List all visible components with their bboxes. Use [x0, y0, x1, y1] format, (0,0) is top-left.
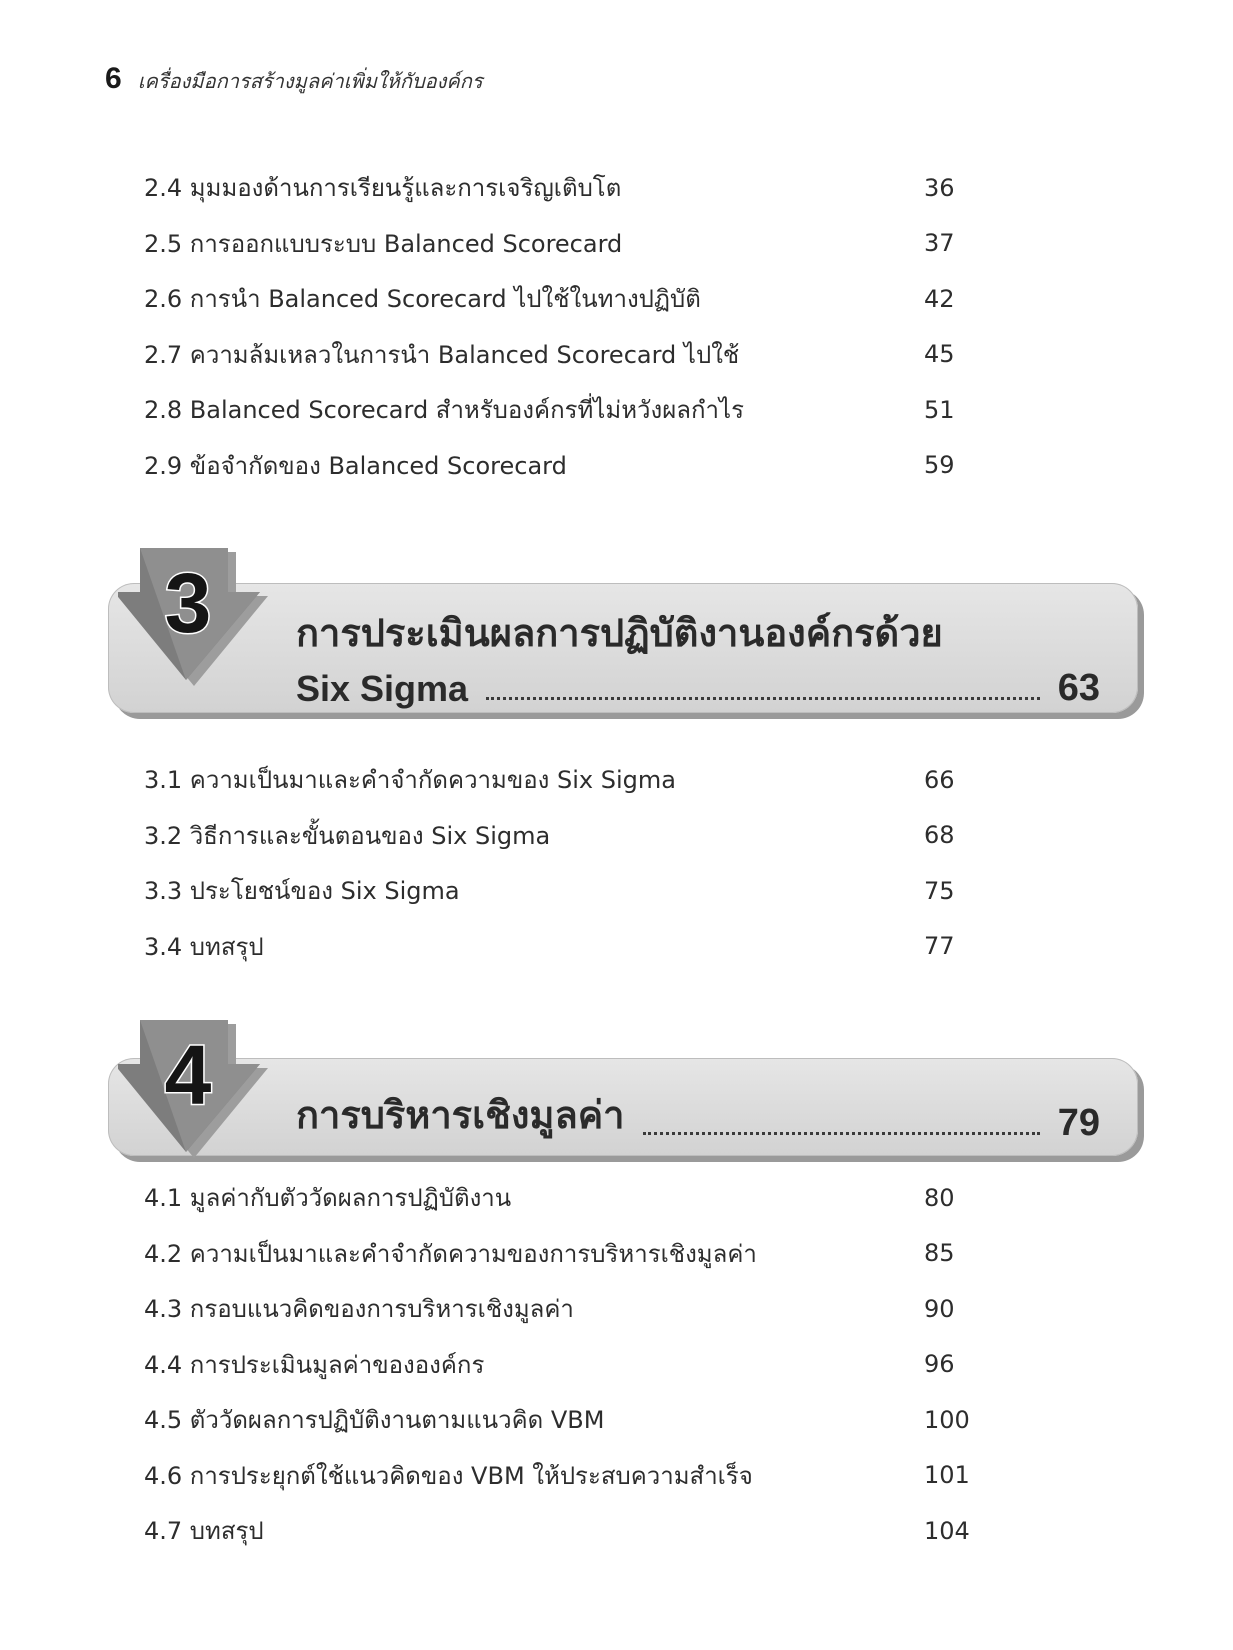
toc-entry-page: 68 [924, 821, 955, 850]
toc-entry[interactable] [144, 808, 984, 864]
toc-entry-title: 3.3 ประโยชน์ของ Six Sigma [144, 877, 460, 906]
toc-entry[interactable] [144, 1448, 984, 1504]
chapter-4-title-text: การบริหารเชิงมูลค่า [296, 1093, 625, 1137]
chapter-3-heading[interactable] [108, 548, 1138, 723]
toc-entry-page: 104 [924, 1516, 970, 1545]
toc-entry-title: 2.7 ความล้มเหลวในการนำ Balanced Scorecard ไปใช้ [144, 340, 740, 369]
page-number: 6 [105, 62, 122, 95]
toc-entry-title: 2.8 Balanced Scorecard สำหรับองค์กรที่ไม่หวังผลกำไร [144, 396, 744, 425]
toc-entry-title: 2.5 การออกแบบระบบ Balanced Scorecard [144, 229, 623, 258]
toc-chapter-4 [144, 1170, 984, 1559]
chapter-3-title-line1: การประเมินผลการปฏิบัติงานองค์กรด้วย [296, 611, 943, 655]
toc-entry-title: 4.7 บทสรุป [144, 1517, 264, 1546]
toc-entry-page: 42 [924, 284, 955, 313]
chapter-4-page: 79 [1057, 1102, 1100, 1144]
toc-entry-page: 77 [924, 932, 955, 961]
chapter-4-number: 4 [164, 1028, 212, 1122]
toc-chapter-3 [144, 752, 984, 974]
running-header [105, 62, 483, 97]
toc-entry-title: 4.1 มูลค่ากับตัววัดผลการปฏิบัติงาน [144, 1184, 512, 1213]
toc-entry[interactable] [144, 382, 984, 438]
chapter-3-page: 63 [1057, 667, 1100, 709]
toc-entry[interactable] [144, 1337, 984, 1393]
toc-entry-page: 37 [924, 229, 955, 258]
toc-entry[interactable] [144, 1392, 984, 1448]
toc-entry-title: 4.2 ความเป็นมาและคำจำกัดความของการบริหารเชิงมูลค่า [144, 1239, 757, 1268]
toc-entry[interactable] [144, 919, 984, 975]
chapter-3-arrow-badge [118, 548, 268, 688]
toc-entry-page: 101 [924, 1461, 970, 1490]
toc-entry-page: 36 [924, 173, 955, 202]
chapter-4-arrow-badge [118, 1020, 268, 1160]
toc-entry[interactable] [144, 216, 984, 272]
chapter-3-title [296, 602, 1100, 710]
toc-entry[interactable] [144, 863, 984, 919]
chapter-4-heading[interactable] [108, 1020, 1138, 1170]
toc-entry[interactable] [144, 1281, 984, 1337]
toc-entry[interactable] [144, 438, 984, 494]
toc-entry-page: 80 [924, 1183, 955, 1212]
chapter-3-title-line2: Six Sigma [296, 668, 469, 709]
toc-entry-page: 66 [924, 765, 955, 794]
toc-entry-page: 100 [924, 1405, 970, 1434]
toc-entry[interactable] [144, 1226, 984, 1282]
toc-chapter-2 [144, 160, 984, 493]
toc-entry-page: 51 [924, 395, 955, 424]
toc-entry[interactable] [144, 1503, 984, 1559]
toc-entry-page: 96 [924, 1350, 955, 1379]
toc-entry-title: 2.6 การนำ Balanced Scorecard ไปใช้ในทางปฏิบัติ [144, 285, 701, 314]
dot-leader [486, 697, 1040, 700]
toc-entry-title: 3.2 วิธีการและขั้นตอนของ Six Sigma [144, 821, 551, 850]
toc-entry-title: 3.4 บทสรุป [144, 932, 264, 961]
toc-entry-title: 4.3 กรอบแนวคิดของการบริหารเชิงมูลค่า [144, 1295, 574, 1324]
toc-entry-page: 85 [924, 1239, 955, 1268]
toc-entry[interactable] [144, 1170, 984, 1226]
toc-entry-title: 3.1 ความเป็นมาและคำจำกัดความของ Six Sigma [144, 766, 676, 795]
toc-entry[interactable] [144, 752, 984, 808]
toc-entry[interactable] [144, 271, 984, 327]
dot-leader [643, 1132, 1040, 1135]
toc-entry-title: 4.6 การประยุกต์ใช้แนวคิดของ VBM ให้ประสบความสำเร็จ [144, 1461, 753, 1490]
chapter-3-number: 3 [164, 556, 212, 650]
toc-entry-title: 4.4 การประเมินมูลค่าขององค์กร [144, 1350, 485, 1379]
toc-entry-page: 90 [924, 1294, 955, 1323]
toc-entry-title: 4.5 ตัววัดผลการปฏิบัติงานตามแนวคิด VBM [144, 1406, 605, 1435]
toc-entry-page: 75 [924, 876, 955, 905]
toc-entry[interactable] [144, 160, 984, 216]
toc-entry-page: 45 [924, 340, 955, 369]
chapter-4-title [296, 1080, 1100, 1145]
book-title: เครื่องมือการสร้างมูลค่าเพิ่มให้กับองค์กร [137, 69, 483, 93]
toc-entry-page: 59 [924, 451, 955, 480]
toc-entry-title: 2.4 มุมมองด้านการเรียนรู้และการเจริญเติบโต [144, 174, 622, 203]
toc-entry[interactable] [144, 327, 984, 383]
toc-entry-title: 2.9 ข้อจำกัดของ Balanced Scorecard [144, 451, 567, 480]
